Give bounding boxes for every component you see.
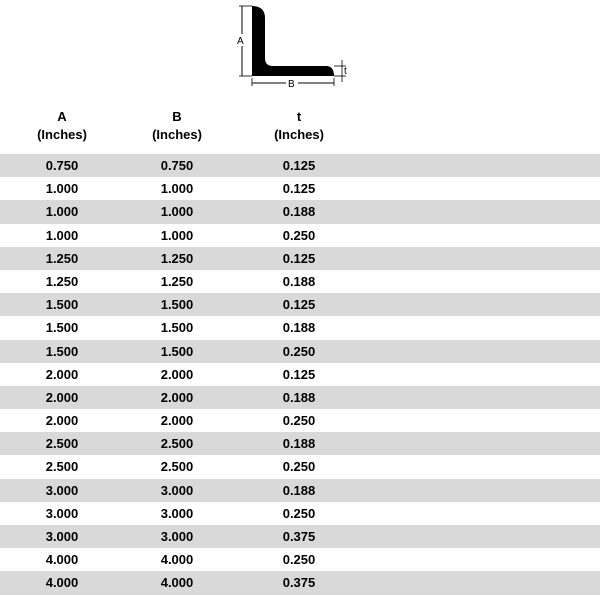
cell-a: 3.000 [45,529,79,544]
cell-t: 0.188 [282,320,316,336]
cell-b: 4.000 [160,575,194,591]
cell-a: 4.000 [45,575,79,591]
table-row [0,270,600,293]
header-b-unit: (Inches) [152,127,202,142]
table-row [0,154,600,177]
table-row [0,502,600,525]
cell-t: 0.250 [282,552,316,568]
header-t-name: t [296,109,302,124]
cell-b: 1.000 [160,204,194,220]
cell-a: 0.750 [45,158,79,173]
cell-b: 2.500 [160,436,194,452]
cell-t: 0.375 [282,575,316,591]
cell-a: 1.000 [45,227,79,243]
cell-a: 2.000 [45,413,79,429]
cell-b: 2.000 [160,389,194,405]
dim-a-label: A [237,36,244,47]
cell-a: 3.000 [45,482,79,498]
cell-t: 0.188 [282,482,316,498]
cell-a: 1.250 [45,250,79,266]
cell-a: 1.500 [45,320,79,336]
angle-profile-diagram [232,0,352,92]
cell-b: 2.500 [160,459,194,475]
table-row [0,224,600,247]
cell-a: 1.000 [45,181,79,197]
dim-b-label: B [288,79,295,90]
cell-t: 0.125 [282,181,316,197]
cell-b: 3.000 [160,482,194,498]
cell-t: 0.125 [282,158,316,173]
cell-a: 1.000 [45,204,79,220]
table-row [0,200,600,223]
cell-b: 2.000 [160,413,194,429]
cell-b: 1.250 [160,273,194,289]
cell-t: 0.250 [282,343,316,359]
cell-b: 1.500 [160,343,194,359]
table-row [0,316,600,339]
table-row [0,479,600,502]
cell-a: 2.500 [45,436,79,452]
cell-b: 1.500 [160,320,194,336]
cell-b: 3.000 [160,529,194,544]
angle-profile-svg [232,0,352,92]
header-t [244,108,354,144]
table-row [0,293,600,316]
dim-t-label: t [344,66,347,77]
cell-t: 0.125 [282,366,316,382]
cell-t: 0.250 [282,459,316,475]
table-row [0,363,600,386]
cell-a: 3.000 [45,505,79,521]
table-row [0,525,600,548]
cell-a: 1.500 [45,297,79,313]
cell-b: 3.000 [160,505,194,521]
cell-t: 0.375 [282,529,316,544]
table-row [0,432,600,455]
cell-t: 0.125 [282,297,316,313]
cell-b: 2.000 [160,366,194,382]
cell-t: 0.188 [282,204,316,220]
cell-a: 2.000 [45,389,79,405]
table-header [0,108,600,148]
cell-b: 4.000 [160,552,194,568]
cell-t: 0.250 [282,227,316,243]
header-a-unit: (Inches) [37,127,87,142]
table-row [0,548,600,571]
table-row [0,340,600,363]
header-b-name: B [172,109,182,124]
header-a [7,108,117,144]
cell-t: 0.188 [282,389,316,405]
cell-a: 1.500 [45,343,79,359]
cell-a: 2.500 [45,459,79,475]
table-row [0,177,600,200]
table-body [0,154,600,595]
cell-b: 0.750 [160,158,194,173]
cell-b: 1.000 [160,181,194,197]
table-row [0,386,600,409]
table-row [0,571,600,594]
cell-t: 0.125 [282,250,316,266]
header-t-unit: (Inches) [274,127,324,142]
cell-t: 0.250 [282,505,316,521]
table-row [0,247,600,270]
cell-a: 4.000 [45,552,79,568]
cell-b: 1.000 [160,227,194,243]
table-row [0,455,600,478]
header-a-name: A [57,109,67,124]
cell-a: 2.000 [45,366,79,382]
cell-t: 0.250 [282,413,316,429]
cell-t: 0.188 [282,273,316,289]
header-b [122,108,232,144]
cell-b: 1.500 [160,297,194,313]
cell-a: 1.250 [45,273,79,289]
table-row [0,409,600,432]
angle-profile-shape [252,6,334,76]
cell-b: 1.250 [160,250,194,266]
cell-t: 0.188 [282,436,316,452]
